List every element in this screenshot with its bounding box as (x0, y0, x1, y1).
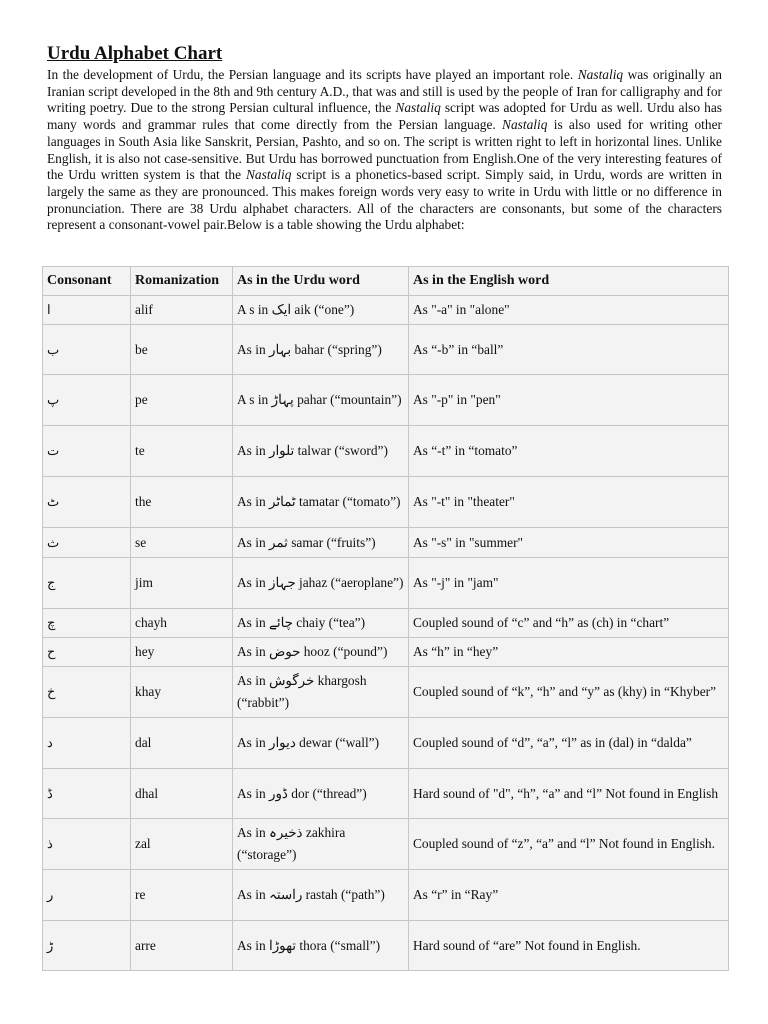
consonant-cell: ٹ (43, 477, 131, 528)
consonant-cell: ب (43, 325, 131, 375)
english-word-cell: As “-b” in “ball” (409, 325, 729, 375)
urdu-word-cell: A s in ایک aik (“one”) (233, 296, 409, 325)
alphabet-table (42, 266, 729, 971)
english-word-cell: As "-s" in "summer" (409, 528, 729, 558)
italic-term: Nastaliq (395, 100, 441, 116)
consonant-cell: چ (43, 609, 131, 638)
table-row (43, 819, 729, 870)
romanization-cell: khay (131, 667, 233, 718)
urdu-word-cell: As in ڈور dor (“thread”) (233, 769, 409, 819)
consonant-cell: ث (43, 528, 131, 558)
english-word-cell: As "-t" in "theater" (409, 477, 729, 528)
urdu-word-cell: As in تلوار talwar (“sword”) (233, 426, 409, 477)
urdu-word-cell: As in راستہ rastah (“path”) (233, 870, 409, 921)
intro-text-segment: is also used for writing other languages in South Asia like Sanskrit, Persian, Pashto, and so on. The script is written right to left in horizontal lines. Unlike English, it is also not case-sensitive. But Urdu has borrowed punctuation from English.One of the very interesting features of the Urdu written system is that the (47, 117, 722, 183)
romanization-cell: se (131, 528, 233, 558)
urdu-word-cell: As in بہار bahar (“spring”) (233, 325, 409, 375)
table-row (43, 558, 729, 609)
english-word-cell: As “r” in “Ray” (409, 870, 729, 921)
consonant-cell: خ (43, 667, 131, 718)
italic-term: Nastaliq (502, 117, 548, 133)
romanization-cell: te (131, 426, 233, 477)
consonant-cell: ج (43, 558, 131, 609)
english-word-cell: Coupled sound of “c” and “h” as (ch) in “chart” (409, 609, 729, 638)
table-row (43, 325, 729, 375)
intro-text-segment: In the development of Urdu, the Persian language and its scripts have played an important role. (47, 67, 578, 82)
header-consonant: Consonant (43, 267, 131, 296)
consonant-cell: ا (43, 296, 131, 325)
english-word-cell: As “-t” in “tomato” (409, 426, 729, 477)
romanization-cell: dhal (131, 769, 233, 819)
header-romanization: Romanization (131, 267, 233, 296)
consonant-cell: پ (43, 375, 131, 426)
table-row (43, 477, 729, 528)
urdu-word-cell: As in چائے chaiy (“tea”) (233, 609, 409, 638)
romanization-cell: jim (131, 558, 233, 609)
intro-text-segment: was originally an Iranian script developed in the 8th and 9th century A.D., that was and still is used by the people of Iran for calligraphy and for writing poetry. Due to the strong Persian cultural influence, the (47, 67, 722, 116)
table-row (43, 870, 729, 921)
romanization-cell: be (131, 325, 233, 375)
consonant-cell: د (43, 718, 131, 769)
header-english-word: As in the English word (409, 267, 729, 296)
english-word-cell: As "-j" in "jam" (409, 558, 729, 609)
english-word-cell: Coupled sound of “z”, “a” and “l” Not found in English. (409, 819, 729, 870)
romanization-cell: the (131, 477, 233, 528)
consonant-cell: ذ (43, 819, 131, 870)
page-title: Urdu Alphabet Chart (47, 43, 223, 64)
urdu-word-cell: As in حوض hooz (“pound”) (233, 638, 409, 667)
consonant-cell: ڈ (43, 769, 131, 819)
urdu-word-cell: As in جہاز jahaz (“aeroplane”) (233, 558, 409, 609)
urdu-word-cell: As in تھوڑا thora (“small”) (233, 921, 409, 971)
romanization-cell: arre (131, 921, 233, 971)
table-row (43, 667, 729, 718)
urdu-word-cell: A s in پہاڑ pahar (“mountain”) (233, 375, 409, 426)
english-word-cell: As “h” in “hey” (409, 638, 729, 667)
english-word-cell: As "-p" in "pen" (409, 375, 729, 426)
consonant-cell: ر (43, 870, 131, 921)
italic-term: Nastaliq (577, 67, 624, 82)
romanization-cell: alif (131, 296, 233, 325)
table-row (43, 375, 729, 426)
consonant-cell: ح (43, 638, 131, 667)
romanization-cell: dal (131, 718, 233, 769)
table-row (43, 426, 729, 477)
italic-term: Nastaliq (246, 167, 292, 183)
urdu-word-cell: As in دیوار dewar (“wall”) (233, 718, 409, 769)
urdu-word-cell: As in ٹماٹر tamatar (“tomato”) (233, 477, 409, 528)
english-word-cell: Hard sound of "d", “h”, “a” and “l” Not found in English (409, 769, 729, 819)
romanization-cell: chayh (131, 609, 233, 638)
table-row (43, 296, 729, 325)
table-row (43, 638, 729, 667)
consonant-cell: ت (43, 426, 131, 477)
intro-text-segment: script is a phonetics-based script. Simply said, in Urdu, words are written in largely the same as they are pronounced. This makes foreign words very easy to write in Urdu with little or no difference in pronunciation. There are 38 Urdu alphabet characters. All of the characters are consonants, but some of the characters represent a consonant-vowel pair.Below is a table showing the Urdu alphabet: (47, 167, 722, 233)
header-urdu-word: As in the Urdu word (233, 267, 409, 296)
romanization-cell: pe (131, 375, 233, 426)
intro-text-segment: script was adopted for Urdu as well. Urdu also has many words and grammar rules that come directly from the Persian language. (47, 100, 722, 133)
english-word-cell: Coupled sound of “d”, “a”, “l” as in (dal) in “dalda” (409, 718, 729, 769)
romanization-cell: hey (131, 638, 233, 667)
table-header-row (43, 267, 729, 296)
table-row (43, 921, 729, 971)
urdu-word-cell: As in ذخیرہ zakhira (“storage”) (233, 819, 409, 870)
urdu-word-cell: As in خرگوش khargosh (“rabbit”) (233, 667, 409, 718)
english-word-cell: Coupled sound of “k”, “h” and “y” as (khy) in “Khyber” (409, 667, 729, 718)
consonant-cell: ڑ (43, 921, 131, 971)
urdu-word-cell: As in ثمر samar (“fruits”) (233, 528, 409, 558)
table-row (43, 609, 729, 638)
table-row (43, 718, 729, 769)
table-row (43, 528, 729, 558)
english-word-cell: As "-a" in "alone" (409, 296, 729, 325)
intro-paragraph (47, 67, 722, 234)
romanization-cell: re (131, 870, 233, 921)
romanization-cell: zal (131, 819, 233, 870)
english-word-cell: Hard sound of “are” Not found in English. (409, 921, 729, 971)
table-row (43, 769, 729, 819)
